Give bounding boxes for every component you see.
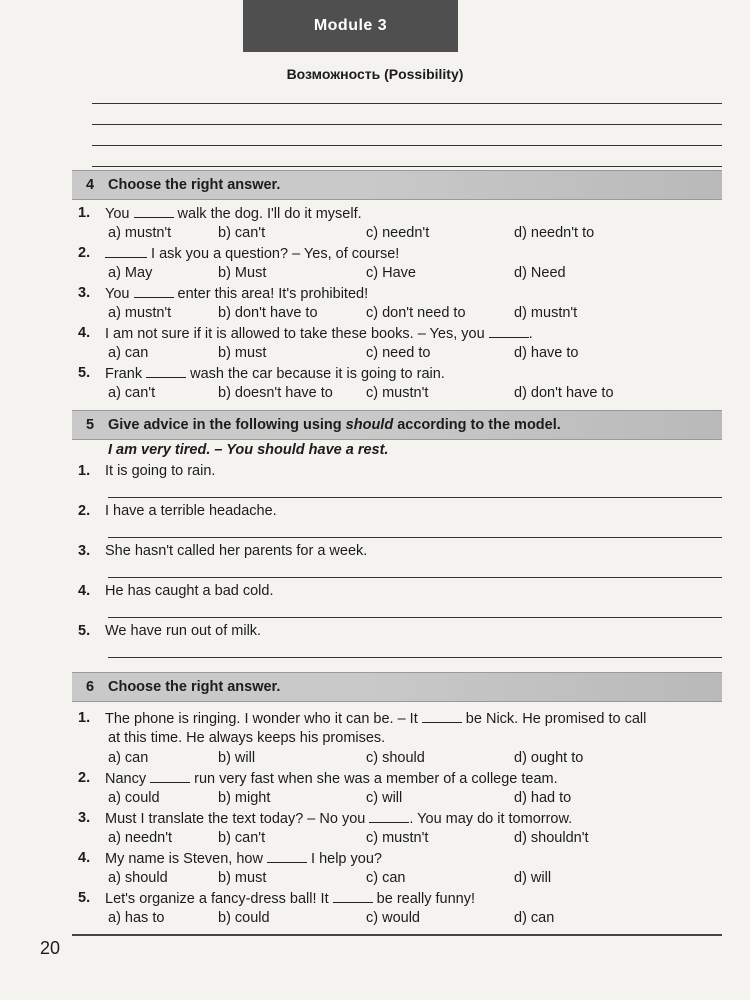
answer-option[interactable]: d) shouldn't [514, 830, 589, 846]
answer-option[interactable]: b) can't [218, 225, 266, 241]
answer-option[interactable]: d) had to [514, 790, 572, 806]
item-text: I have a terrible headache. [105, 503, 277, 519]
answer-option[interactable]: d) can [514, 910, 555, 926]
section-5-header [72, 410, 722, 440]
question-text [105, 205, 362, 222]
module-tab: Module 3 [243, 0, 458, 52]
question-text [105, 325, 533, 342]
question-text-end: enter this area! It's prohibited! [173, 286, 369, 302]
answer-option[interactable]: b) Must [218, 265, 267, 281]
answer-option[interactable]: a) mustn't [108, 305, 172, 321]
answer-blank[interactable] [146, 365, 186, 378]
question-text [105, 810, 572, 827]
answer-option[interactable]: c) should [366, 750, 425, 766]
answer-option[interactable]: c) need to [366, 345, 431, 361]
possibility-title: Возможность (Possibility) [286, 66, 464, 82]
item-text: It is going to rain. [105, 463, 216, 479]
question-text [105, 245, 399, 262]
answer-option[interactable]: a) needn't [108, 830, 173, 846]
answer-option[interactable]: c) Have [366, 265, 416, 281]
answer-blank[interactable] [369, 810, 409, 823]
question-number: 5. [78, 890, 91, 906]
footer-rule [72, 934, 722, 936]
answer-option[interactable]: b) don't have to [218, 305, 318, 321]
answer-option[interactable]: c) can [366, 870, 406, 886]
answer-option[interactable]: b) can't [218, 830, 266, 846]
question-text-end: . You may do it tomorrow. [409, 811, 573, 827]
question-text-end: wash the car because it is going to rain. [186, 366, 445, 382]
answer-option[interactable]: c) will [366, 790, 403, 806]
answer-option[interactable]: c) don't need to [366, 305, 466, 321]
item-number: 2. [78, 503, 91, 519]
writing-line [92, 166, 722, 167]
answer-option[interactable]: d) will [514, 870, 552, 886]
answer-option[interactable]: d) Need [514, 265, 566, 281]
question-number: 5. [78, 365, 91, 381]
answer-option[interactable]: c) needn't [366, 225, 430, 241]
question-number: 2. [78, 770, 91, 786]
item-number: 4. [78, 583, 91, 599]
answer-blank[interactable] [150, 770, 190, 783]
question-text-start: My name is Steven, how [105, 851, 267, 867]
question-number: 1. [78, 205, 91, 221]
question-number: 4. [78, 325, 91, 341]
model-answer: I am very tired. – You should have a rest. [108, 442, 389, 458]
section-title: Choose the right answer. [108, 679, 281, 695]
answer-option[interactable]: d) mustn't [514, 305, 578, 321]
question-text [105, 710, 646, 727]
answer-line[interactable] [108, 537, 722, 538]
answer-option[interactable]: b) will [218, 750, 256, 766]
question-text-start: You [105, 286, 134, 302]
question-number: 3. [78, 285, 91, 301]
writing-line [92, 103, 722, 104]
answer-option[interactable]: d) needn't to [514, 225, 595, 241]
section-title: Give advice in the following using should according to the model. [108, 417, 561, 433]
question-text-start: Nancy [105, 771, 151, 787]
answer-line[interactable] [108, 577, 722, 578]
answer-line[interactable] [108, 657, 722, 658]
question-text [105, 285, 368, 302]
answer-blank[interactable] [267, 850, 307, 863]
question-text [105, 770, 558, 787]
answer-line[interactable] [108, 497, 722, 498]
question-text-end: . [528, 326, 533, 342]
question-text-start: I am not sure if it is allowed to take these books. – Yes, you [105, 326, 489, 342]
item-number: 3. [78, 543, 91, 559]
section-number: 6 [85, 679, 95, 695]
page-number: 20 [40, 938, 61, 958]
item-number: 5. [78, 623, 91, 639]
answer-option[interactable]: c) mustn't [366, 830, 429, 846]
answer-option[interactable]: a) has to [108, 910, 165, 926]
answer-blank[interactable] [134, 205, 174, 218]
answer-option[interactable]: a) mustn't [108, 225, 172, 241]
question-text-end: be Nick. He promised to call [461, 711, 647, 727]
question-number: 3. [78, 810, 91, 826]
answer-option[interactable]: a) could [108, 790, 160, 806]
answer-option[interactable]: a) should [108, 870, 168, 886]
question-text-end: run very fast when she was a member of a college team. [190, 771, 558, 787]
answer-option[interactable]: d) don't have to [514, 385, 614, 401]
answer-blank[interactable] [489, 325, 529, 338]
answer-blank[interactable] [422, 710, 462, 723]
answer-option[interactable]: a) can [108, 345, 149, 361]
question-number: 4. [78, 850, 91, 866]
answer-line[interactable] [108, 617, 722, 618]
section-number: 5 [85, 417, 95, 433]
answer-option[interactable]: a) May [108, 265, 153, 281]
question-text [105, 365, 445, 382]
writing-line [92, 124, 722, 125]
section-number: 4 [85, 177, 95, 193]
answer-blank[interactable] [134, 285, 174, 298]
question-text-start: Let's organize a fancy-dress ball! It [105, 891, 333, 907]
answer-option[interactable]: b) must [218, 345, 267, 361]
answer-blank[interactable] [333, 890, 373, 903]
writing-line [92, 145, 722, 146]
answer-blank[interactable] [105, 245, 147, 258]
question-text [105, 890, 475, 907]
answer-option[interactable]: b) could [218, 910, 270, 926]
question-text-end: I help you? [307, 851, 382, 867]
question-text-start: Must I translate the text today? – No you [105, 811, 370, 827]
question-text-start: The phone is ringing. I wonder who it can be. – It [105, 711, 422, 727]
question-number: 1. [78, 710, 91, 726]
question-text-continued: at this time. He always keeps his promises. [108, 730, 386, 746]
answer-option[interactable]: c) mustn't [366, 385, 429, 401]
question-text-start: Frank [105, 366, 147, 382]
item-text: We have run out of milk. [105, 623, 262, 639]
answer-option[interactable]: b) doesn't have to [218, 385, 333, 401]
question-text-start: You [105, 206, 134, 222]
question-number: 2. [78, 245, 91, 261]
question-text-end: I ask you a question? – Yes, of course! [147, 246, 400, 262]
section-title: Choose the right answer. [108, 177, 281, 193]
item-number: 1. [78, 463, 91, 479]
item-text: She hasn't called her parents for a week. [105, 543, 368, 559]
section-4-header [72, 170, 722, 200]
answer-option[interactable]: d) have to [514, 345, 579, 361]
answer-option[interactable]: a) can [108, 750, 149, 766]
item-text: He has caught a bad cold. [105, 583, 274, 599]
answer-option[interactable]: b) might [218, 790, 271, 806]
answer-option[interactable]: b) must [218, 870, 267, 886]
question-text [105, 850, 382, 867]
question-text-end: walk the dog. I'll do it myself. [173, 206, 362, 222]
question-text-end: be really funny! [372, 891, 476, 907]
answer-option[interactable]: c) would [366, 910, 420, 926]
answer-option[interactable]: d) ought to [514, 750, 584, 766]
section-6-header [72, 672, 722, 702]
answer-option[interactable]: a) can't [108, 385, 156, 401]
